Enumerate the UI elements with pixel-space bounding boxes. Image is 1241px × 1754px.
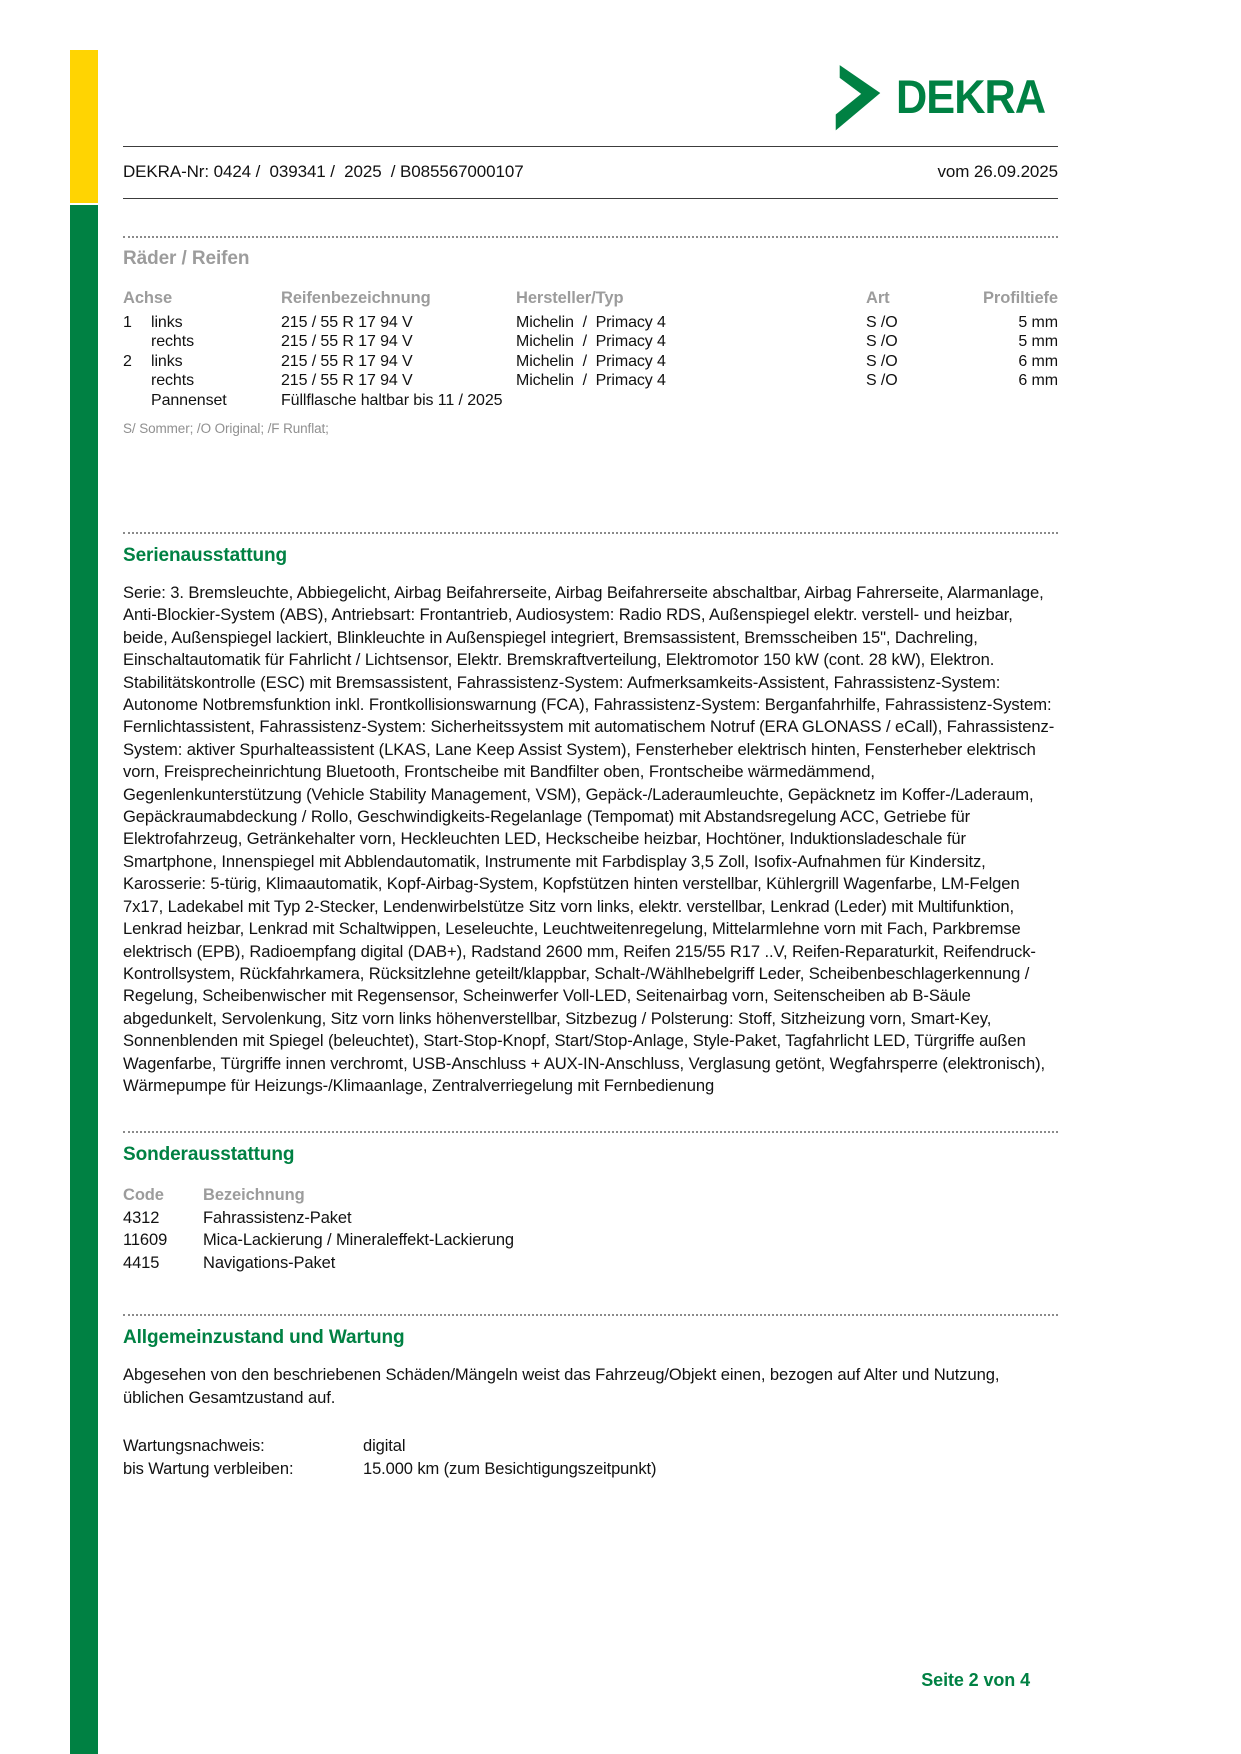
maintenance-value: 15.000 km (zum Besichtigungszeitpunkt) [363, 1459, 657, 1478]
header-rule-bottom [123, 198, 1058, 199]
dotted-separator [123, 1314, 1058, 1316]
tire-row-axle [123, 391, 151, 411]
report-date: vom 26.09.2025 [937, 162, 1058, 181]
dotted-separator [123, 532, 1058, 534]
tire-row-art: S /O [866, 333, 898, 350]
dekra-arrow-icon [834, 62, 882, 132]
tire-row-depth: 6 mm [1018, 352, 1058, 370]
dekra-logo-text: DEKRA [895, 70, 1046, 123]
dotted-separator [123, 1131, 1058, 1133]
option-name: Mica-Lackierung / Mineraleffekt-Lackierung [203, 1231, 514, 1250]
tire-row-position: rechts [151, 372, 194, 389]
tire-row-manufacturer: Michelin / Primacy 4 [516, 333, 666, 350]
section-title-tires: Räder / Reifen [123, 248, 250, 269]
maintenance-label: bis Wartung verbleiben: [123, 1459, 294, 1478]
tire-row-art [866, 391, 962, 411]
sidebar-green-bar [70, 205, 98, 1754]
option-name: Navigations-Paket [203, 1253, 336, 1272]
tire-row-art: S /O [866, 372, 898, 389]
section-title-standard-equipment: Serienausstattung [123, 545, 288, 566]
tire-row-art: S /O [866, 352, 898, 370]
col-header-achse: Achse [123, 289, 173, 307]
tire-row-axle [123, 332, 151, 352]
optional-equipment-table [123, 1184, 1058, 1274]
dotted-separator [123, 236, 1058, 238]
maintenance-value: digital [363, 1437, 406, 1456]
tire-row-manufacturer: Michelin / Primacy 4 [516, 372, 666, 389]
tire-row-depth: 6 mm [1018, 372, 1058, 389]
tire-row-depth: 5 mm [1018, 333, 1058, 350]
col-header-hersteller: Hersteller/Typ [516, 289, 624, 307]
section-title-condition: Allgemeinzustand und Wartung [123, 1327, 405, 1349]
tire-row-depth [962, 391, 1058, 411]
tire-row-manufacturer: Michelin / Primacy 4 [516, 313, 666, 331]
tire-row-position: links [151, 313, 183, 331]
tire-row-axle [123, 371, 151, 391]
tire-footnote: S/ Sommer; /O Original; /F Runflat; [123, 421, 329, 436]
tire-row-position: Pannenset [151, 391, 227, 409]
tire-row-manufacturer [516, 391, 866, 411]
col-header-art: Art [866, 289, 890, 307]
col-header-bezeichnung: Bezeichnung [203, 1186, 305, 1205]
tire-row-axle: 1 [123, 313, 132, 331]
document-header-row [123, 147, 1058, 198]
dekra-logo [123, 60, 1058, 134]
tire-row-axle: 2 [123, 352, 132, 370]
tire-row-designation: 215 / 55 R 17 94 V [281, 313, 413, 331]
tire-row-position: rechts [151, 333, 194, 350]
option-code: 4415 [123, 1253, 160, 1272]
tire-row-depth: 5 mm [1018, 313, 1058, 331]
standard-equipment-text: Serie: 3. Bremsleuchte, Abbiegelicht, Airbag Beifahrerseite, Airbag Beifahrerseite abschaltbar, Airbag Fahrerseite, Alarmanlage, Anti-Blockier-System (ABS), Antriebsart: Frontantrieb, Audiosystem: Radio RDS, Außenspiegel elektr. verstell- und heizbar, beide, Außenspiegel lackiert, Blinkleuchte in Außenspiegel integriert, Bremsassistent, Bremsscheiben 15", Dachreling, Einschaltautomatik für Fahrlicht / Lichtsensor, Elektr. Bremskraftverteilung, Elektromotor 150 kW (cont. 28 kW), Elektron. Stabilitätskontrolle (ESC) mit Bremsassistent, Fahrassistenz-System: Aufmerksamkeits-Assistent, Fahrassistenz-System: Autonome Notbremsfunktion inkl. Frontkollisionswarnung (FCA), Fahrassistenz-System: Berganfahrhilfe, Fahrassistenz-System: Fernlichtassistent, Fahrassistenz-System: Sicherheitssystem mit automatischem Notruf (ERA GLONASS / eCall), Fahrassistenz-System: aktiver Spurhalteassistent (LKAS, Lane Keep Assist System), Fensterheber elektrisch hinten, Fensterheber elektrisch vorn, Freisprecheinrichtung Bluetooth, Frontscheibe mit Bandfilter oben, Frontscheibe wärmedämmend, Gegenlenkunterstützung (Vehicle Stability Management, VSM), Gepäck-/Laderaumleuchte, Gepäcknetz im Koffer-/Laderaum, Gepäckraumabdeckung / Rollo, Geschwindigkeits-Regelanlage (Tempomat) mit Abstandsregelung ACC, Getriebe für Elektrofahrzeug, Getränkehalter vorn, Heckleuchten LED, Heckscheibe heizbar, Hochtöner, Induktionsladeschale für Smartphone, Innenspiegel mit Abblendautomatik, Instrumente mit Farbdisplay 3,5 Zoll, Isofix-Aufnahmen für Kindersitz, Karosserie: 5-türig, Klimaautomatik, Kopf-Airbag-System, Kopfstützen hinten verstellbar, Kühlergrill Wagenfarbe, LM-Felgen 7x17, Ladekabel mit Typ 2-Stecker, Lendenwirbelstütze Sitz vorn links, elektr. verstellbar, Lenkrad (Leder) mit Multifunktion, Lenkrad heizbar, Lenkrad mit Schaltwippen, Leseleuchte, Leuchtweitenregelung, Mittelarmlehne vorn mit Fach, Parkbremse elektrisch (EPB), Radioempfang digital (DAB+), Radstand 2600 mm, Reifen 215/55 R17 ..V, Reifen-Reparaturkit, Reifendruck-Kontrollsystem, Rückfahrkamera, Rücksitzlehne geteilt/klappbar, Schalt-/Wählhebelgriff Leder, Scheibenbeschlagerkennung / Regelung, Scheibenwischer mit Regensensor, Scheinwerfer Voll-LED, Seitenairbag vorn, Seitenscheiben ab B-Säule abgedunkelt, Servolenkung, Sitz vorn links höhenverstellbar, Sitzbezug / Polsterung: Stoff, Sitzheizung vorn, Smart-Key, Sonnenblenden mit Spiegel (beleuchtet), Start-Stop-Knopf, Start/Stop-Anlage, Style-Paket, Tagfahrlicht LED, Türgriffe außen Wagenfarbe, Türgriffe innen verchromt, USB-Anschluss + AUX-IN-Anschluss, Verglasung getönt, Wegfahrsperre (elektronisch), Wärmepumpe für Heizungs-/Klimaanlage, Zentralverriegelung mit Fernbedienung [123, 583, 1055, 1095]
tire-row-designation: 215 / 55 R 17 94 V [281, 372, 413, 389]
condition-text: Abgesehen von den beschriebenen Schäden/Mängeln weist das Fahrzeug/Objekt einen, bezogen auf Alter und Nutzung, üblichen Gesamtzustand auf. [123, 1365, 1000, 1407]
sidebar-yellow-bar [70, 50, 98, 203]
page-number: Seite 2 von 4 [921, 1670, 1030, 1690]
tire-table [123, 289, 1058, 410]
maintenance-label: Wartungsnachweis: [123, 1437, 265, 1456]
option-name: Fahrassistenz-Paket [203, 1208, 352, 1227]
col-header-profiltiefe: Profiltiefe [983, 289, 1058, 307]
tire-row-art: S /O [866, 313, 898, 331]
section-title-optional-equipment: Sonderausstattung [123, 1144, 295, 1166]
dekra-number: DEKRA-Nr: 0424 / 039341 / 2025 / B085567000107 [123, 162, 524, 181]
tire-row-position: links [151, 352, 183, 370]
col-header-reifenbezeichnung: Reifenbezeichnung [281, 289, 431, 307]
tire-row-manufacturer: Michelin / Primacy 4 [516, 352, 666, 370]
option-code: 11609 [123, 1231, 168, 1250]
maintenance-table [123, 1435, 1058, 1480]
col-header-code: Code [123, 1186, 164, 1205]
tire-row-designation: Füllflasche haltbar bis 11 / 2025 [281, 391, 503, 409]
option-code: 4312 [123, 1208, 160, 1227]
tire-row-designation: 215 / 55 R 17 94 V [281, 352, 413, 370]
tire-row-designation: 215 / 55 R 17 94 V [281, 333, 413, 350]
page-content [123, 0, 1058, 1690]
